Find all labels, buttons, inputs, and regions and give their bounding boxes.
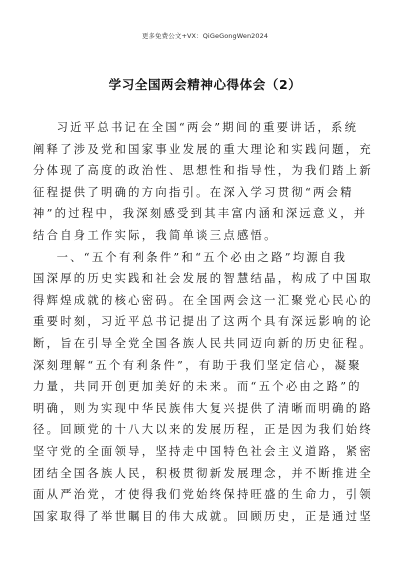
body-line: 分体现了高度的政治性、思想性和指导性，为我们踏上新 — [33, 164, 373, 178]
body-line: 重要时刻，习近平总书记提出了这两个具有深远影响的论 — [33, 315, 373, 329]
document-body — [33, 117, 380, 527]
body-line: 国家取得了举世瞩目的伟大成就。回顾历史，正是通过坚 — [33, 509, 373, 523]
body-line: 深刻理解“五个有利条件”，有助于我们坚定信心，凝聚 — [33, 358, 362, 372]
body-line: 断，旨在引导全党全国各族人民共同迈向新的历史征程。 — [33, 336, 373, 350]
body-line: 得辉煌成就的核心密码。在全国两会这一汇聚党心民心的 — [33, 293, 373, 307]
body-line: 团结全国各族人民，积极贯彻新发展理念，并不断推进全 — [33, 466, 373, 480]
document-title: 学习全国两会精神心得体会（2） — [108, 77, 302, 92]
body-line: 国深厚的历史实践和社会发展的智慧结晶，构成了中国取 — [33, 272, 373, 286]
body-line: 径。回顾党的十八大以来的发展历程，正是因为我们始终 — [33, 423, 373, 437]
body-line: 明确，则为实现中华民族伟大复兴提供了清晰而明确的路 — [33, 401, 373, 415]
body-line: 坚守党的全面领导，坚持走中国特色社会主义道路，紧密 — [33, 444, 373, 458]
body-line: 神”的过程中，我深刻感受到其丰富内涵和深远意义，并 — [33, 207, 368, 221]
body-line: 习近平总书记在全国“两会”期间的重要讲话，系统 — [33, 121, 359, 134]
body-line: 结合自身工作实际，我简单谈三点感悟。 — [33, 228, 278, 242]
body-line: 征程提供了明确的方向指引。在深入学习贯彻“两会精 — [33, 185, 354, 199]
body-line: 力量，共同开创更加美好的未来。而“五个必由之路”的 — [33, 380, 362, 394]
body-line: 面从严治党，才使得我们党始终保持旺盛的生命力，引领 — [33, 488, 373, 502]
body-line: 阐释了涉及党和国家事业发展的重大理论和实践问题，充 — [33, 142, 373, 156]
header-note: 更多免费公文+VX：QiGeGongWen2024 — [141, 32, 269, 40]
body-line: 一、“五个有利条件”和“五个必由之路”均源自我 — [33, 250, 348, 264]
